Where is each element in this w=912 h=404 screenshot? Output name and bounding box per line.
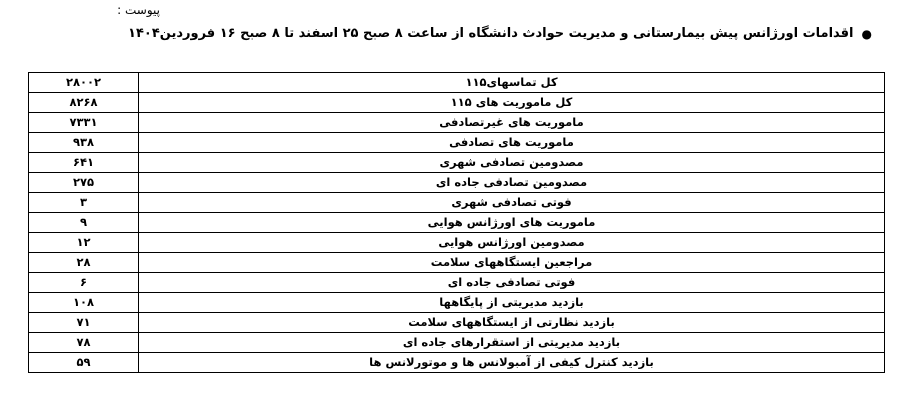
table-row [29, 113, 885, 133]
row-value: ۵۹ [29, 353, 139, 373]
row-label: کل ماموریت های ۱۱۵ [139, 93, 885, 113]
table-row [29, 333, 885, 353]
table-row [29, 153, 885, 173]
row-value: ۱۰۸ [29, 293, 139, 313]
row-label: بازدید کنترل کیفی از آمبولانس ها و موتورلانس ها [139, 353, 885, 373]
row-label: ماموریت های غیرتصادفی [139, 113, 885, 133]
row-label: مصدومین تصادفی شهری [139, 153, 885, 173]
row-value: ۲۷۵ [29, 173, 139, 193]
document-heading [128, 26, 872, 41]
row-value: ۷۸ [29, 333, 139, 353]
row-value: ۹۳۸ [29, 133, 139, 153]
row-label: مصدومین اورژانس هوایی [139, 233, 885, 253]
table-row [29, 173, 885, 193]
row-value: ۷۱ [29, 313, 139, 333]
table-row [29, 133, 885, 153]
row-value: ۲۸ [29, 253, 139, 273]
row-value: ۶ [29, 273, 139, 293]
table-row [29, 313, 885, 333]
table-row [29, 353, 885, 373]
table-row [29, 213, 885, 233]
row-label: کل تماسهای۱۱۵ [139, 73, 885, 93]
heading-text: اقدامات اورژانس پیش بیمارستانی و مدیریت حوادث دانشگاه از ساعت ۸ صبح ۲۵ اسفند تا ۸ صبح ۱۶ فروردین۱۴۰۴ [128, 26, 854, 41]
row-value: ۳ [29, 193, 139, 213]
table-row [29, 253, 885, 273]
row-value: ۶۴۱ [29, 153, 139, 173]
row-value: ۷۳۳۱ [29, 113, 139, 133]
row-label: ماموریت های تصادفی [139, 133, 885, 153]
statistics-table-body [29, 73, 885, 373]
statistics-table [28, 72, 885, 373]
row-value: ۹ [29, 213, 139, 233]
row-label: مصدومین تصادفی جاده ای [139, 173, 885, 193]
table-row [29, 273, 885, 293]
table-row [29, 73, 885, 93]
bullet-icon: ● [861, 26, 872, 41]
row-label: بازدید مدیریتی از پایگاهها [139, 293, 885, 313]
row-label: بازدید مدیریتی از استقرارهای جاده ای [139, 333, 885, 353]
table-row [29, 93, 885, 113]
row-label: مراجعین ایستگاههای سلامت [139, 253, 885, 273]
row-label: فوتی تصادفی جاده ای [139, 273, 885, 293]
table-row [29, 193, 885, 213]
row-value: ۸۲۶۸ [29, 93, 139, 113]
row-value: ۱۲ [29, 233, 139, 253]
table-row [29, 293, 885, 313]
row-label: بازدید نظارتی از ایستگاههای سلامت [139, 313, 885, 333]
row-value: ۲۸۰۰۲ [29, 73, 139, 93]
table-row [29, 233, 885, 253]
row-label: ماموریت های اورژانس هوایی [139, 213, 885, 233]
attachment-label: پیوست : [117, 3, 160, 17]
row-label: فوتی تصادفی شهری [139, 193, 885, 213]
